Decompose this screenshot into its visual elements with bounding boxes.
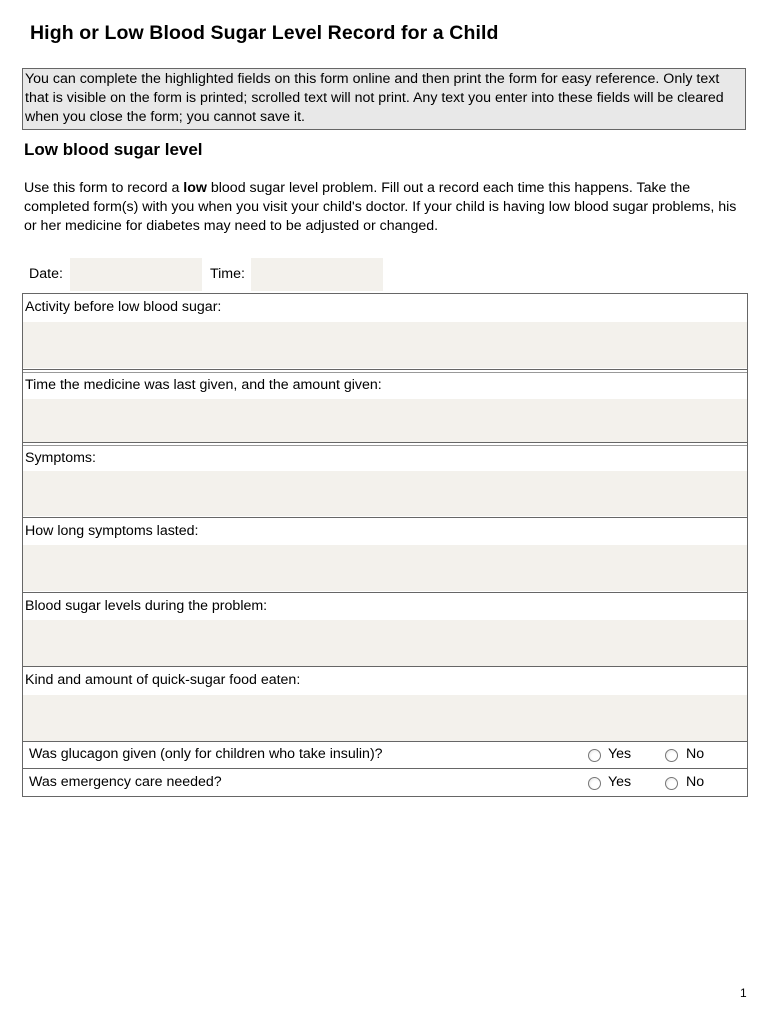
activity-field[interactable]	[23, 322, 747, 368]
food-row	[23, 667, 747, 741]
blood-sugar-label: Blood sugar levels during the problem:	[25, 598, 268, 614]
page-number: 1	[740, 986, 747, 1000]
blood-sugar-field[interactable]	[23, 620, 747, 666]
row-divider	[23, 768, 747, 769]
page-title: High or Low Blood Sugar Level Record for a Child	[30, 22, 499, 44]
date-field[interactable]	[70, 258, 202, 291]
emergency-no-radio[interactable]	[665, 777, 678, 790]
duration-label: How long symptoms lasted:	[25, 523, 199, 539]
medicine-row	[23, 372, 747, 443]
section-title: Low blood sugar level	[24, 140, 203, 159]
symptoms-label: Symptoms:	[25, 450, 96, 466]
emergency-yes-radio[interactable]	[588, 777, 601, 790]
glucagon-no-radio[interactable]	[665, 749, 678, 762]
glucagon-yes-radio[interactable]	[588, 749, 601, 762]
intro-text-bold: low	[183, 180, 207, 196]
medicine-field[interactable]	[23, 399, 747, 442]
symptoms-row	[23, 445, 747, 517]
activity-row	[23, 294, 747, 369]
time-label: Time:	[210, 266, 245, 282]
intro-text-before: Use this form to record a	[24, 180, 184, 196]
glucagon-no-label: No	[686, 746, 705, 762]
emergency-no-label: No	[686, 774, 705, 790]
time-field[interactable]	[251, 258, 383, 291]
symptoms-field[interactable]	[23, 471, 747, 516]
intro-text-after: blood sugar level problem. Fill out a record each time this happens. Take the completed form(s) with you when you visit your child's doctor. If your child is having low blood sugar problems, his or her medicine for diabetes may need to be adjusted or changed.	[24, 180, 737, 234]
record-table	[22, 293, 748, 797]
date-label: Date:	[29, 266, 63, 282]
blood-sugar-row	[23, 593, 747, 667]
instructions-notice: You can complete the highlighted fields on this form online and then print the form for easy reference. Only text that is visible on the form is printed; scrolled text will not print. Any text you enter into these fields will be cleared when you close the form; you cannot save it.	[22, 68, 746, 130]
glucagon-yes-label: Yes	[608, 746, 632, 762]
duration-row	[23, 518, 747, 592]
glucagon-question: Was glucagon given (only for children who take insulin)?	[29, 746, 383, 762]
emergency-yes-label: Yes	[608, 774, 632, 790]
medicine-label: Time the medicine was last given, and the amount given:	[25, 377, 382, 393]
intro-paragraph	[24, 179, 746, 236]
row-divider	[23, 741, 747, 742]
food-label: Kind and amount of quick-sugar food eaten:	[25, 672, 301, 688]
duration-field[interactable]	[23, 545, 747, 591]
emergency-question: Was emergency care needed?	[29, 774, 222, 790]
activity-label: Activity before low blood sugar:	[25, 299, 222, 315]
food-field[interactable]	[23, 695, 747, 741]
